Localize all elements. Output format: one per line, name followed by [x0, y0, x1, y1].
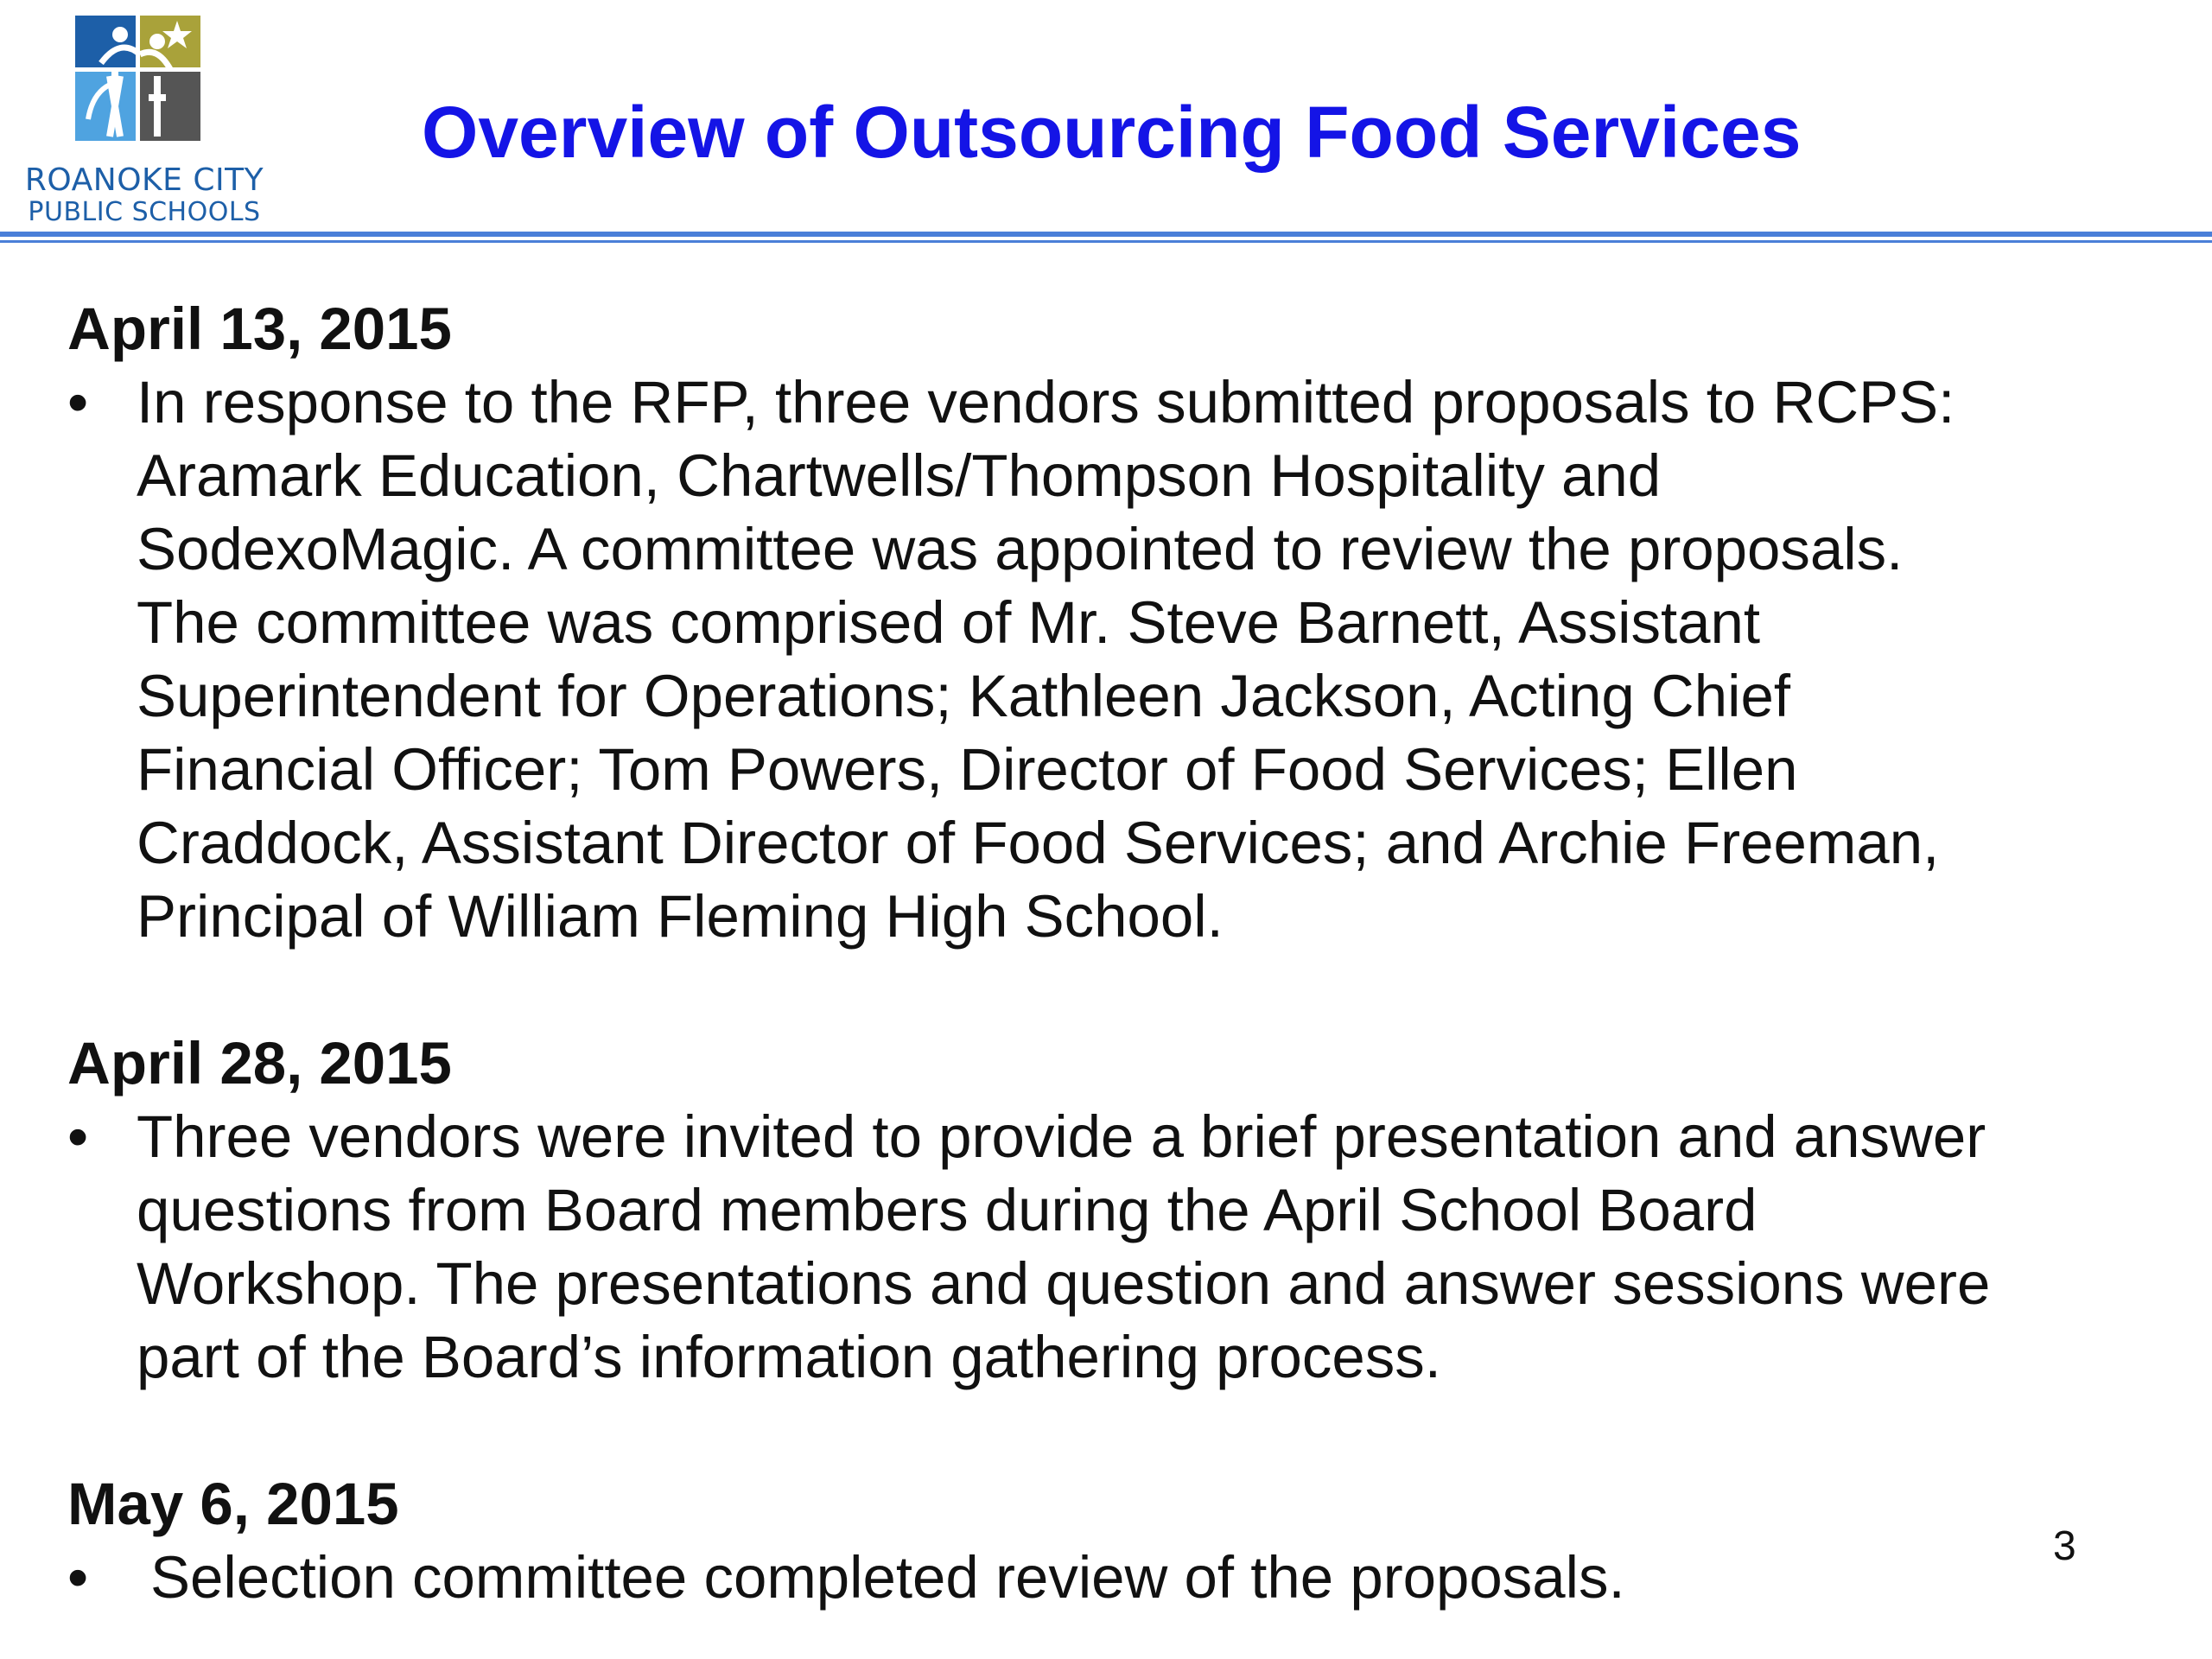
bullet-text-line: Principal of William Fleming High School. — [137, 883, 1224, 950]
section-april-28 — [67, 1027, 2124, 1394]
spacer — [67, 1394, 2124, 1467]
page-title: Overview of Outsourcing Food Services — [422, 92, 1802, 173]
bullet-text-line: Selection committee completed review of the proposals. — [150, 1544, 1625, 1611]
bullet-text-line: Three vendors were invited to provide a brief presentation and answer — [137, 1103, 1986, 1170]
bullet-item — [67, 365, 2124, 953]
section-date: May 6, 2015 — [67, 1471, 399, 1537]
logo-text-line2: PUBLIC SCHOOLS — [28, 197, 261, 227]
bullet-text-line: Workshop. The presentations and question and answer sessions were — [137, 1250, 1991, 1317]
bullet-text-line: Craddock, Assistant Director of Food Services; and Archie Freeman, — [137, 810, 1940, 876]
content — [67, 292, 2124, 1614]
bullet-text-line: Aramark Education, Chartwells/Thompson Hospitality and — [137, 442, 1662, 509]
section-date: April 13, 2015 — [67, 296, 452, 362]
bullet-marker: • — [67, 1103, 89, 1170]
logo-text-line1: ROANOKE CITY — [24, 162, 264, 198]
bullet-marker: • — [67, 369, 89, 435]
bullet-text-line: SodexoMagic. A committee was appointed to review the proposals. — [137, 516, 1904, 582]
bullet-text-line: Financial Officer; Tom Powers, Director of Food Services; Ellen — [137, 736, 1798, 803]
section-april-13 — [67, 292, 2124, 953]
bullet-text-line: questions from Board members during the April School Board — [137, 1177, 1758, 1243]
header-divider-thin — [0, 240, 2212, 243]
bullet-text-line: The committee was comprised of Mr. Steve Barnett, Assistant — [137, 589, 1761, 656]
bullet-text-line: In response to the RFP, three vendors submitted proposals to RCPS: — [137, 369, 1955, 435]
bullet-item — [67, 1541, 2124, 1614]
section-date: April 28, 2015 — [67, 1030, 452, 1096]
school-logo — [19, 16, 270, 232]
section-may-6 — [67, 1467, 2124, 1614]
page-number: 3 — [2053, 1523, 2076, 1569]
spacer — [67, 953, 2124, 1027]
bullet-text-line: Superintendent for Operations; Kathleen Jackson, Acting Chief — [137, 663, 1791, 729]
header-divider — [0, 232, 2212, 237]
bullet-marker: • — [67, 1544, 89, 1611]
bullet-item — [67, 1100, 2124, 1394]
roanoke-city-public-schools-logo-icon — [75, 16, 205, 145]
bullet-text-line: part of the Board’s information gathering process. — [137, 1324, 1441, 1390]
